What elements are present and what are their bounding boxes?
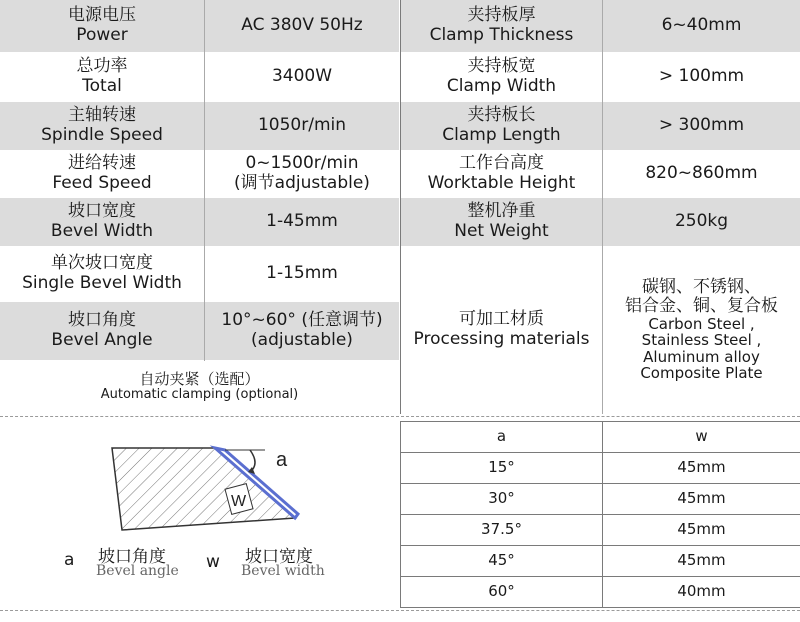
spec-value: 250kg — [674, 211, 729, 232]
spec-value-spindle-speed — [205, 102, 399, 150]
legend-w-zh: 坡口宽度 — [245, 547, 313, 567]
spec-label-zh: 单次坡口宽度 — [51, 253, 153, 274]
materials-en-line1: Carbon Steel , — [648, 314, 755, 333]
spec-label-single-bevel-width — [0, 247, 204, 301]
cell-width: 45mm — [677, 520, 726, 539]
cell-angle: 37.5° — [481, 520, 522, 539]
spec-label-clamp-length — [401, 102, 602, 150]
header-w: w — [695, 427, 708, 446]
spec-label-zh: 电源电压 — [68, 5, 136, 26]
spec-value: 1-45mm — [266, 211, 338, 232]
spec-label-en: Feed Speed — [52, 173, 152, 193]
spec-value: AC 380V 50Hz — [241, 15, 363, 36]
bevel-diagram — [100, 436, 340, 546]
legend-a-en: Bevel angle — [96, 563, 179, 579]
spec-value-worktable-height — [603, 151, 800, 197]
angle-table-row — [603, 484, 800, 514]
spec-label-worktable-height — [401, 151, 602, 197]
spec-value-clamp-width — [603, 53, 800, 101]
angle-table-row — [603, 515, 800, 545]
spec-label-zh: 坡口角度 — [68, 310, 136, 331]
spec-label-bevel-width — [0, 198, 204, 246]
spec-label-total — [0, 53, 204, 101]
spec-label-bevel-angle — [0, 302, 204, 360]
divider — [400, 483, 800, 484]
auto-clamping-note — [0, 361, 399, 413]
spec-label-power — [0, 0, 204, 52]
angle-table-row — [401, 484, 602, 514]
spec-label-en: Worktable Height — [427, 173, 576, 193]
divider — [400, 576, 800, 577]
spec-value-bevel-width — [205, 198, 399, 246]
spec-value: 1-15mm — [266, 263, 338, 284]
spec-label-feed-speed — [0, 151, 204, 197]
cell-angle: 30° — [488, 489, 515, 508]
spec-label-en: Bevel Width — [50, 221, 154, 241]
angle-table-row — [401, 577, 602, 607]
divider — [400, 452, 800, 453]
spec-label-zh: 夹持板宽 — [467, 56, 536, 77]
spec-value: 0~1500r/min — [245, 153, 359, 174]
spec-value: 6~40mm — [661, 15, 742, 36]
auto-clamping-zh: 自动夹紧（选配） — [139, 369, 260, 388]
angle-table-header-a — [401, 422, 602, 452]
spec-value-single-bevel-width — [205, 247, 399, 301]
angle-table-row — [603, 577, 800, 607]
spec-label-en: Bevel Angle — [51, 330, 153, 350]
spec-label-en: Power — [76, 25, 128, 45]
divider — [400, 607, 800, 608]
cell-angle: 45° — [488, 551, 515, 570]
spec-label-en: Net Weight — [454, 221, 549, 241]
legend-a-zh: 坡口角度 — [98, 547, 166, 567]
spec-label-net-weight — [401, 198, 602, 246]
cell-width: 40mm — [677, 582, 726, 601]
spec-label-zh: 整机净重 — [467, 201, 536, 222]
cell-angle: 60° — [488, 582, 515, 601]
divider — [400, 545, 800, 546]
spec-label-clamp-thickness — [401, 0, 602, 52]
cell-width: 45mm — [677, 458, 726, 477]
spec-value-processing-materials — [603, 247, 800, 413]
divider — [400, 514, 800, 515]
header-a: a — [496, 427, 507, 446]
angle-table-header-w — [603, 422, 800, 452]
spec-label-zh: 工作台高度 — [459, 153, 544, 174]
divider — [204, 0, 205, 361]
angle-table-row — [401, 515, 602, 545]
spec-label-processing-materials — [401, 247, 602, 413]
angle-table-row — [401, 546, 602, 576]
spec-label-zh: 进给转速 — [68, 153, 136, 174]
materials-en-line2: Stainless Steel , — [641, 331, 762, 350]
cell-angle: 15° — [488, 458, 515, 477]
materials-en-line3: Aluminum alloy — [643, 347, 760, 366]
spec-value-feed-speed — [205, 151, 399, 197]
spec-label-en: Clamp Width — [446, 76, 557, 96]
spec-label-spindle-speed — [0, 102, 204, 150]
spec-label-en: Single Bevel Width — [22, 273, 182, 293]
cell-width: 45mm — [677, 489, 726, 508]
cell-width: 45mm — [677, 551, 726, 570]
spec-label-clamp-width — [401, 53, 602, 101]
spec-label-en: Clamp Length — [442, 125, 561, 145]
spec-value: 1050r/min — [257, 115, 347, 136]
section-divider — [0, 416, 800, 417]
spec-value-note: (调节adjustable) — [234, 173, 370, 193]
spec-label-zh: 可加工材质 — [459, 309, 544, 330]
diagram-label-a: a — [276, 449, 288, 471]
materials-zh-line2: 铝合金、铜、复合板 — [625, 296, 778, 316]
spec-value-total — [205, 53, 399, 101]
spec-label-en: Processing materials — [413, 329, 590, 349]
spec-label-en: Clamp Thickness — [429, 25, 574, 45]
spec-value: > 300mm — [658, 115, 745, 136]
angle-table-row — [401, 453, 602, 483]
angle-table-row — [603, 453, 800, 483]
spec-value: 820~860mm — [645, 163, 758, 184]
spec-label-zh: 总功率 — [76, 56, 128, 77]
materials-zh-line1: 碳钢、不锈钢、 — [642, 277, 761, 298]
legend-w-symbol: w — [206, 552, 220, 572]
spec-label-zh: 坡口宽度 — [68, 201, 136, 222]
spec-value-power — [205, 0, 399, 52]
spec-value-clamp-thickness — [603, 0, 800, 52]
spec-label-zh: 主轴转速 — [68, 105, 136, 126]
spec-value-clamp-length — [603, 102, 800, 150]
auto-clamping-en: Automatic clamping (optional) — [100, 387, 299, 403]
spec-value-net-weight — [603, 198, 800, 246]
bottom-divider — [0, 610, 800, 611]
divider — [602, 0, 603, 414]
diagram-label-w: W — [231, 493, 247, 510]
angle-table-row — [603, 546, 800, 576]
divider — [400, 421, 800, 422]
legend-w-en: Bevel width — [241, 563, 325, 579]
legend-a-symbol: a — [64, 550, 75, 570]
spec-value-note: (adjustable) — [251, 330, 353, 350]
spec-label-zh: 夹持板长 — [467, 105, 536, 126]
spec-label-en: Spindle Speed — [41, 125, 163, 145]
spec-value: 3400W — [271, 66, 333, 87]
spec-label-zh: 夹持板厚 — [467, 5, 536, 26]
spec-value-bevel-angle — [205, 302, 399, 360]
spec-value: 10°~60° (任意调节) — [221, 310, 383, 331]
materials-en-line4: Composite Plate — [640, 364, 763, 383]
spec-label-en: Total — [82, 76, 122, 96]
divider — [400, 0, 401, 414]
spec-value: > 100mm — [658, 66, 745, 87]
